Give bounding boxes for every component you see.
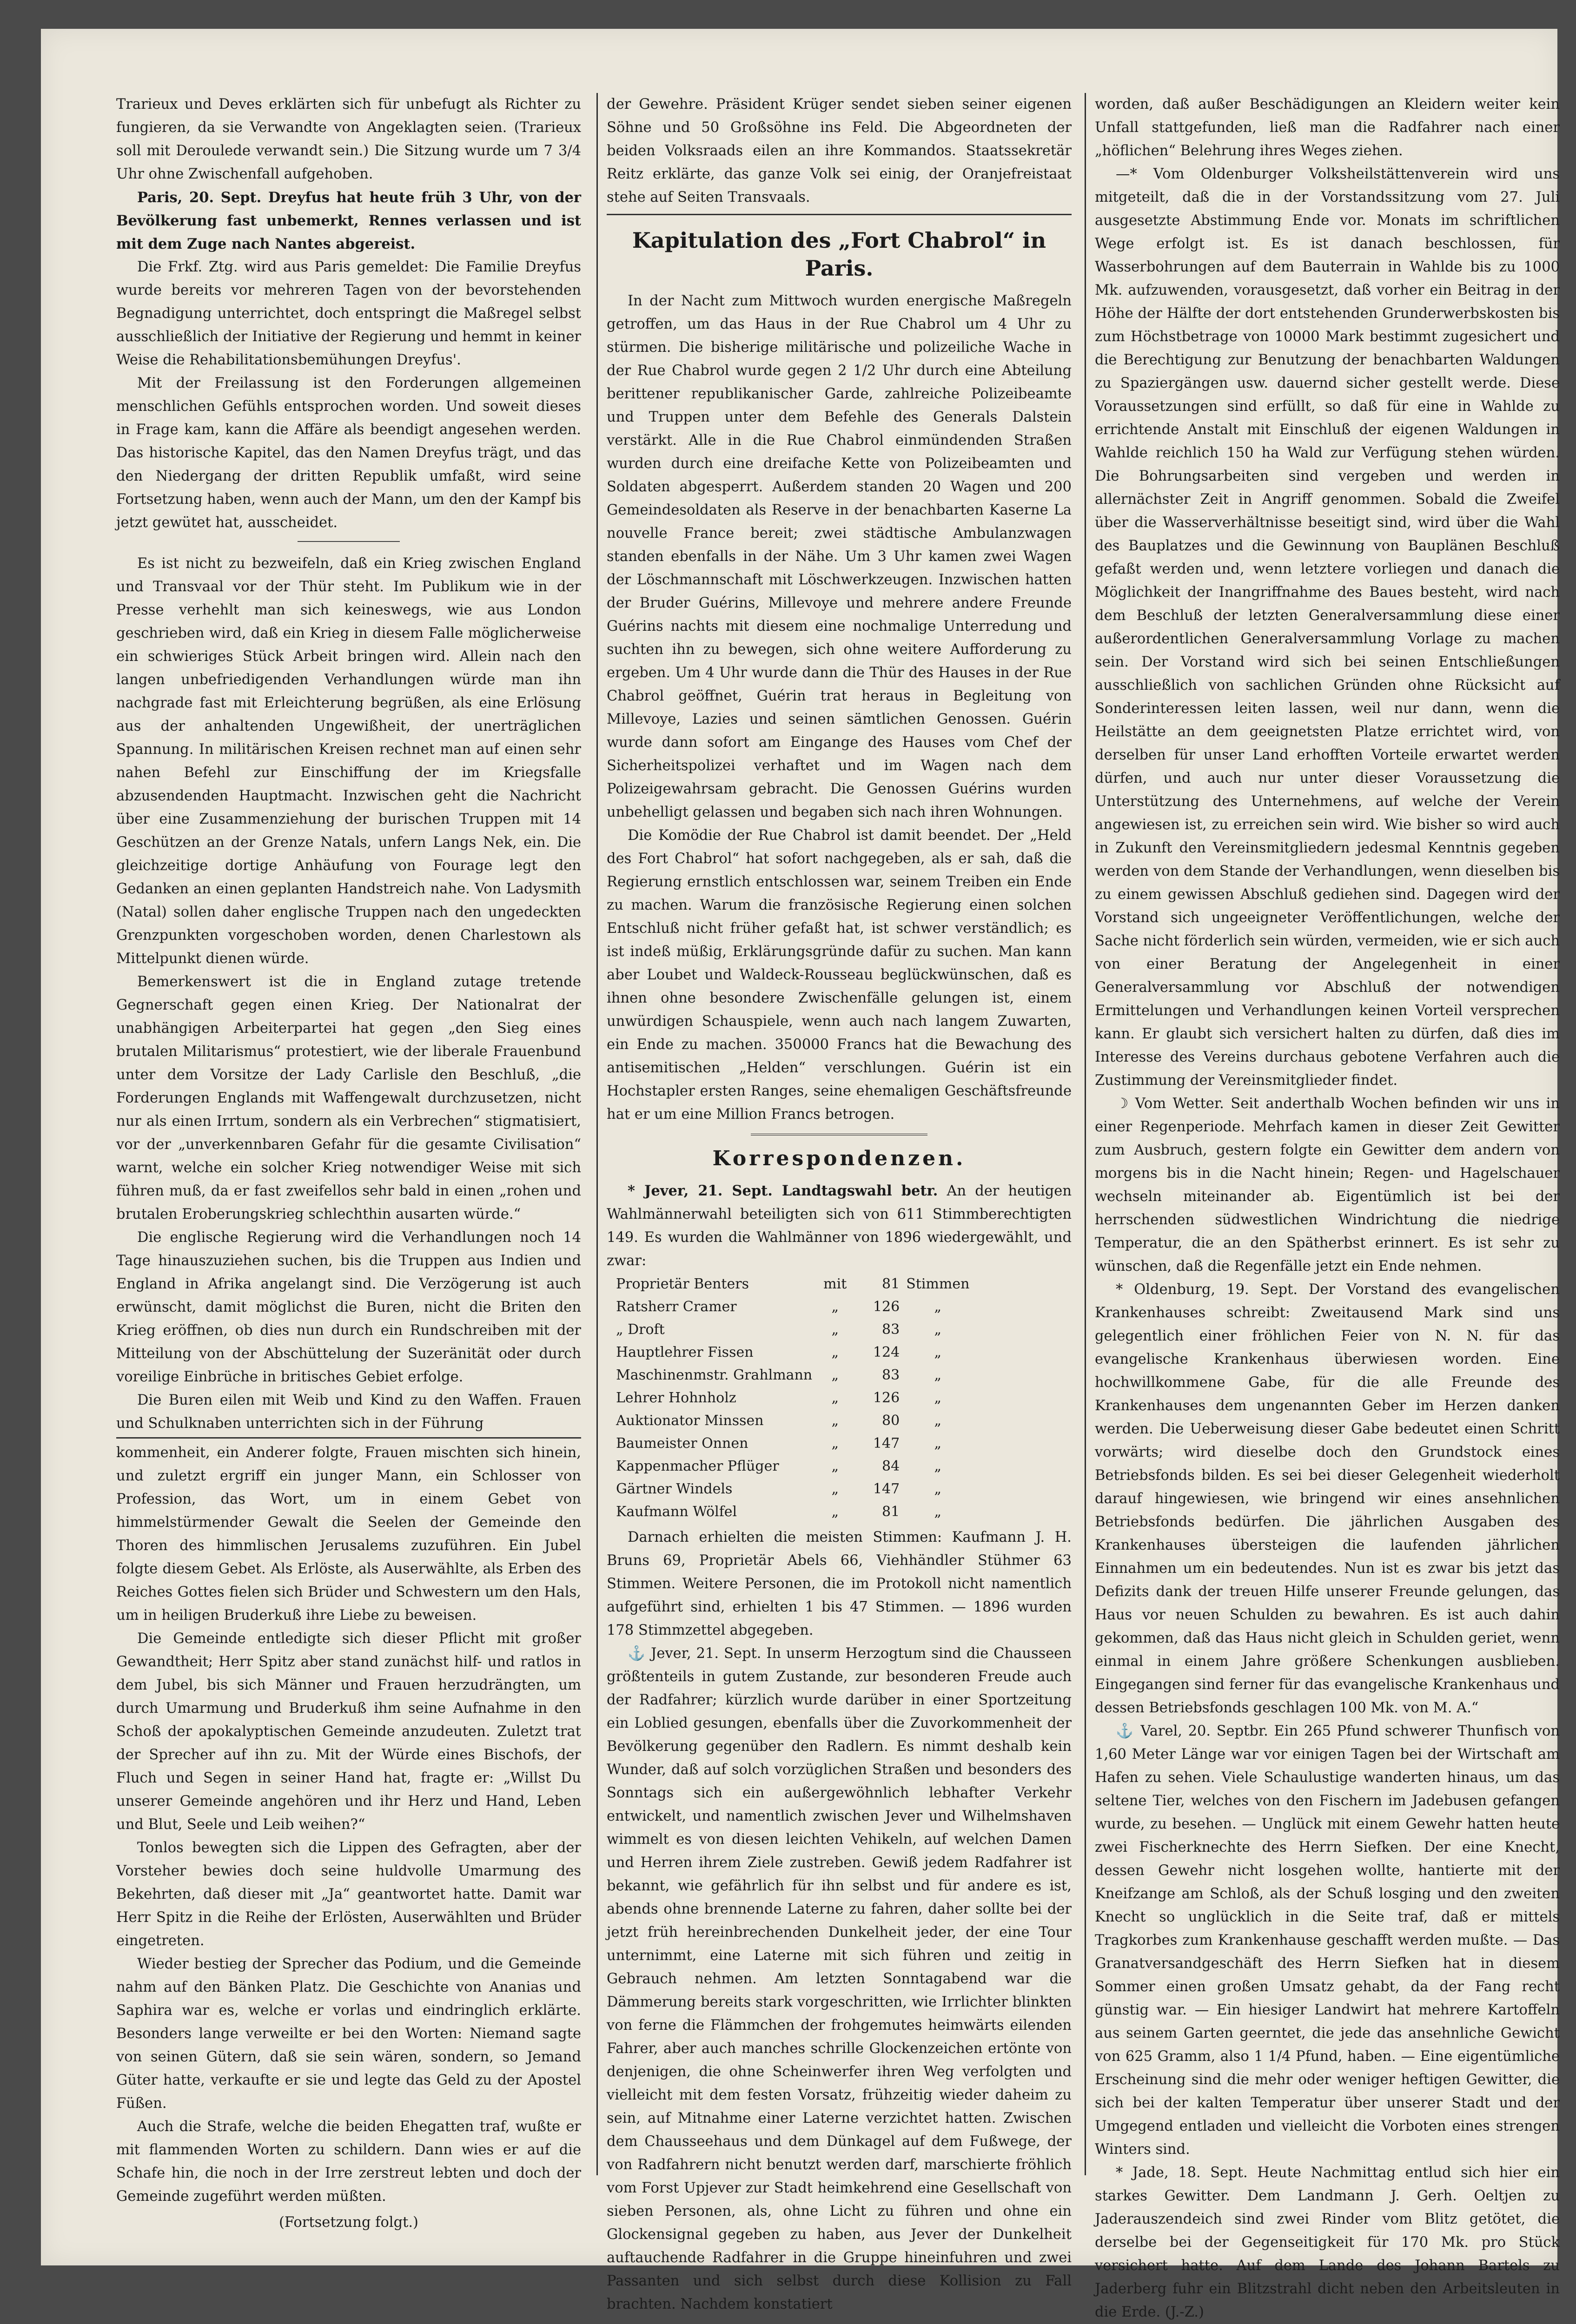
votes-row — [616, 1478, 976, 1500]
vote-name: Maschinenmstr. Grahlmann — [616, 1367, 813, 1383]
vote-prefix: „ — [831, 1299, 839, 1315]
report-dateline: * Jever, 21. Sept. Landtagswahl betr. — [628, 1182, 938, 1199]
votes-row — [616, 1432, 976, 1455]
continuation-note: (Fortsetzung folgt.) — [279, 2214, 418, 2231]
article-paragraph: der Gewehre. Präsident Krüger sendet sieben seiner eigenen Söhne und 50 Großsöhne ins Feld. Die Abgeordneten der beiden Volksraads eilen an ihre Kommandos. Staatssekretär Reitz erklärte, das ganze Volk sei einig, der Oranjefreistaat stehe auf Seiten Transvaals. — [607, 96, 1072, 205]
vote-unit: „ — [934, 1458, 942, 1474]
vote-prefix: „ — [831, 1413, 839, 1429]
vote-unit: Stimmen — [906, 1276, 970, 1292]
vote-prefix: „ — [831, 1367, 839, 1383]
vote-count: 147 — [873, 1435, 900, 1452]
vote-count: 81 — [882, 1276, 900, 1292]
article-paragraph: Die Komödie der Rue Chabrol ist damit beendet. Der „Held des Fort Chabrol“ hat sofort nachgegeben, als er sah, daß die Regierung ernstlich entschlossen war, seinem Treiben ein Ende zu machen. Warum die französische Regierung einen solchen Entschluß nicht früher gefaßt hat, ist schwer verständlich; es ist indeß müßig, Erklärungsgründe dafür zu suchen. Man kann aber Loubet und Waldeck-Rousseau beglückwünschen, daß es ihnen ohne besondere Zwischenfälle gelungen ist, einem unwürdigen Schauspiele, wenn auch nach langem Zuwarten, ein Ende zu machen. 350000 Francs hat die Bewachung des antisemitischen „Helden“ verschlungen. Guérin ist ein Hochstapler ersten Ranges, seine ehemaligen Geschäftsfreunde hat er um eine Million Francs betrogen. — [607, 827, 1072, 1122]
feuilleton-divider — [116, 1437, 581, 1439]
feuilleton-paragraph: Die Gemeinde entledigte sich dieser Pflicht mit großer Gewandtheit; Herr Spitz aber stand zunächst hilf- und ratlos in dem Jubel, bis sich Männer und Frauen herzudrängten, um durch Umarmung und Bruderkuß ihm seine Aufnahme in den Schoß der apokalyptischen Gemeinde anzudeuten. Zuletzt trat der Sprecher auf ihn zu. Mit der Würde eines Bischofs, der Fluch und Segen in seiner Hand hat, fragte er: „Willst Du unserer Gemeinde angehören und ihr Herz und Hand, Leben und Blut, Seele und Leib weihen?“ — [116, 1631, 581, 1833]
report-paragraph: ⚓ Varel, 20. Septbr. Ein 265 Pfund schwerer Thunfisch von 1,60 Meter Länge war vor einigen Tagen bei der Wirtschaft am Hafen zu sehen. Viele Schaulustige wanderten hinaus, um das seltene Tier, welches von den Fischern im Jadebusen gefangen wurde, zu besehen. — Unglück mit einem Gewehr hatten heute zwei Fischerknechte des Herrn Siefken. Der eine Knecht, dessen Gewehr nicht losgehen wollte, hantierte mit der Kneifzange am Schloß, als der Schuß losging und den zweiten Knecht so unglücklich in die Seite traf, daß er mittels Tragkorbes zum Krankenhause geschafft werden mußte. — Das Granatversandgeschäft des Herrn Siefken hat in diesem Sommer einen großen Umsatz gehabt, da der Fang recht günstig war. — Ein hiesiger Landwirt hat mehrere Kartoffeln aus seinem Garten geerntet, die jede das ansehnliche Gewicht von 625 Gramm, also 1 1/4 Pfund, haben. — Eine eigentümliche Erscheinung sind die mehr oder weniger heftigen Gewitter, die sich bei der kalten Temperatur über unserer Stadt und der Umgegend entladen und vielleicht die Vorboten eines strengen Winters sind. — [1095, 1723, 1560, 2158]
vote-prefix: „ — [831, 1390, 839, 1406]
vote-count: 83 — [882, 1367, 900, 1383]
report-paragraph: ⚓ Jever, 21. Sept. In unserm Herzogtum sind die Chausseen größtenteils in gutem Zustande, zur besonderen Freude auch der Radfahrer; kürzlich wurde darüber in einer Sportzeitung ein Loblied gesungen, ebenfalls über die Zuvorkommenheit der Bevölkerung gegenüber den Radlern. Es nimmt deshalb kein Wunder, daß auf solch vorzüglichen Straßen und besonders des Sonntags sich ein außergewöhnlich lebhafter Verkehr entwickelt, und namentlich zwischen Jever und Wilhelmshaven wimmelt es von diesen leichten Vehikeln, auf welchen Damen und Herren ihrem Ziele zustreben. Gewiß jedem Radfahrer ist bekannt, wie gefährlich für ihn selbst und für andere es ist, abends ohne brennende Laterne zu fahren, daher sollte bei der jetzt früh hereinbrechenden Dunkelheit jeder, der eine Tour unternimmt, eine Laterne mit sich führen und zeitig in Gebrauch nehmen. Am letzten Sonntagabend war die Dämmerung bereits stark vorgeschritten, wie Irrlichter blinkten von ferne die Flämmchen der frohgemutes heimwärts eilenden Fahrer, aber auch manches schrille Glockenzeichen ertönte von denjenigen, die ohne Scheinwerfer ihren Weg verfolgten und vielleicht mit dem festen Vorsatz, frühzeitig wieder daheim zu sein, auf Mitnahme einer Laterne verzichtet hatten. Zwischen dem Chausseehaus und dem Dünkagel auf dem Fußwege, der von Radfahrern nicht benutzt werden darf, marschierte fröhlich vom Forst Upjever zur Stadt heimkehrend eine Gesellschaft von sieben Personen, als, ohne Licht zu führen und ohne ein Glockensignal gegeben zu haben, aus Jever der Dunkelheit auftauchende Radfahrer in die Gruppe hineinfuhren und zwei Passanten und sich selbst durch diese Kollision zu Fall brachten. Nachdem konstatiert — [607, 1645, 1072, 2312]
vote-unit: „ — [934, 1367, 942, 1383]
votes-row — [616, 1341, 976, 1364]
column-middle — [607, 93, 1072, 2316]
article-headline: Kapitulation des „Fort Chabrol“ in Paris. — [632, 228, 1046, 281]
vote-unit: „ — [934, 1504, 942, 1520]
feuilleton-paragraph: Wieder bestieg der Sprecher das Podium, und die Gemeinde nahm auf den Bänken Platz. Die Geschichte von Ananias und Saphira war es, welche er vorlas und eindringlich erklärte. Besonders lange verweilte er bei den Worten: Niemand sagte von seinen Gütern, daß sie sein wären, sondern, so Jemand Güter hatte, verkaufte er sie und legte das Geld zu der Apostel Füßen. — [116, 1956, 581, 2112]
vote-name: Proprietär Benters — [616, 1276, 749, 1292]
report-paragraph: * Jade, 18. Sept. Heute Nachmittag entlud sich hier ein starkes Gewitter. Dem Landmann J. Gerh. Oeltjen zu Jaderauszendeich sind zwei Rinder vom Blitz getötet, die derselbe bei der Gegenseitigkeit für 170 Mk. pro Stück versichert hatte. Auf dem Lande des Johann Bartels zu Jaderberg fuhr ein Blitzstrahl dicht neben den Arbeitsleuten in die Erde. (J.-Z.) — [1095, 2165, 1560, 2320]
report-paragraph: —* Vom Oldenburger Volksheilstättenverein wird uns mitgeteilt, daß die in der Vorstandssitzung vom 27. Juli ausgesetzte Abstimmung Ende vor. Monats im schriftlichen Wege erfolgt ist. Es ist danach beschlossen, für Wasserbohrungen auf dem Bauterrain in Wahlde bis zu 1000 Mk. aufzuwenden, vorausgesetzt, daß vorher ein Beitrag in der Höhe der Hälfte der dort entstehenden Grunderwerbskosten bis zum Höchstbetrage von 10000 Mark bestimmt zugesichert und die Berechtigung zur Benutzung der benachbarten Waldungen zu Spaziergängen usw. dauernd sicher gestellt werde. Diese Voraussetzungen sind erfüllt, so daß für eine in Wahlde zu errichtende Anstalt mit Einschluß der eigenen Waldungen in Wahlde reichlich 150 ha Wald zur Verfügung stehen würden. Die Bohrungsarbeiten sind vergeben und werden in allernächster Zeit in Angriff genommen. Sobald die Zweifel über die Wasserverhältnisse beseitigt sind, wird über die Wahl des Bauplatzes und die Gewinnung von Bauplänen Beschluß gefaßt werden und, wenn letztere vorliegen und danach die Möglichkeit der Inangriffnahme des Baues besteht, wird nach dem Beschluß der letzten Generalversammlung diese einer außerordentlichen Generalversammlung Vorlage zu machen sein. Der Vorstand wird sich bei seinen Entschließungen ausschließlich von sachlichen Gründen ohne Rücksicht auf Sonderinteressen leiten lassen, weil nur dann, wenn die Heilstätte an dem geeignetsten Platze errichtet wird, von derselben für unser Land erhofften Vorteile erwartet werden dürfen, und auch nur unter dieser Voraussetzung die Unterstützung des Unternehmens, auf welche der Verein angewiesen ist, zu erreichen sein wird. Wie bisher so wird auch in Zukunft den Vereinsmitgliedern jedesmal Kenntnis gegeben werden von dem Stande der Verhandlungen, wenn dieselben bis zu einem gewissen Abschluß gediehen sind. Dagegen wird der Vorstand sich ungeeigneter Veröffentlichungen, welche der Sache nicht förderlich sein würden, vermeiden, wie er sich auch von einer Beratung der Angelegenheit in einer Generalversammlung vor Abschluß der notwendigen Ermittelungen und Verhandlungen keinen Vorteil versprechen kann. Er glaubt sich versichert halten zu dürfen, daß dies im Interesse des Vereins durchaus gebotene Verfahren auch die Zustimmung der Vereinsmitglieder findet. — [1095, 166, 1560, 1089]
article-paragraph: Die Frkf. Ztg. wird aus Paris gemeldet: Die Familie Dreyfus wurde bereits vor mehreren Tagen von der bevorstehenden Begnadigung unterrichtet, doch entspringt die Maßregel selbst ausschließlich der Initiative der Regierung und hemmt in keiner Weise die Rehabilitationsbemühungen Dreyfus'. — [116, 259, 581, 368]
separator-line — [298, 541, 400, 542]
votes-row — [616, 1386, 976, 1409]
report-text: An der heutigen Wahlmännerwahl beteiligten sich von 611 Stimmberechtigten 149. Es wurden die Wahlmänner von 1896 wiedergewählt, und zwar: — [607, 1183, 1072, 1269]
article-paragraph: Bemerkenswert ist die in England zutage tretende Gegnerschaft gegen einen Krieg. Der Nationalrat der unabhängigen Arbeiterpartei hat gegen „den Sieg eines brutalen Militarismus“ protestiert, wie der liberale Frauenbund unter dem Vorsitze der Lady Carlisle den Beschluß, „die Forderungen Englands mit Waffengewalt durchzusetzen, nicht nur als einen Irrtum, sondern als ein Verbrechen“ stigmatisiert, vor der „unverkennbaren Gefahr für die gesamte Civilisation“ warnt, welche ein solcher Krieg notwendiger Weise mit sich führen muß, da er fast zweifellos sehr bald in einen „rohen und brutalen Eroberungskrieg schlechthin ausarten würde.“ — [116, 974, 581, 1222]
vote-count: 84 — [882, 1458, 900, 1474]
report-paragraph — [607, 1179, 1072, 1273]
vote-count: 81 — [882, 1504, 900, 1520]
column-divider — [1085, 93, 1086, 2175]
article-paragraph: Die englische Regierung wird die Verhandlungen noch 14 Tage hinauszuziehen suchen, bis die Truppen aus Indien und England in Afrika angelangt sind. Die Verzögerung ist auch erwünscht, damit möglichst die Buren, nicht die Briten den Krieg eröffnen, ob dies nun durch ein Rundschreiben mit der Mitteilung von der Abschüttelung der Suzeränität oder durch voreilige Einbrüche in britisches Gebiet erfolge. — [116, 1229, 581, 1385]
vote-count: 80 — [882, 1413, 900, 1429]
vote-name: Gärtner Windels — [616, 1481, 733, 1497]
vote-prefix: „ — [831, 1344, 839, 1360]
vote-name: Hauptlehrer Fissen — [616, 1344, 754, 1360]
votes-row — [616, 1364, 976, 1386]
report-paragraph: ☽ Vom Wetter. Seit anderthalb Wochen befinden wir uns in einer Regenperiode. Mehrfach kamen in dieser Zeit Gewitter zum Ausbruch, gestern folgte ein Gewitter dem andern von morgens bis in die Nacht hinein; Regen- und Hagelschauer wechseln miteinander ab. Eigentümlich ist bei der herrschenden südwestlichen Windrichtung die niedrige Temperatur, die an den Spätherbst erinnert. Es ist sehr zu wünschen, daß die Regenfälle jetzt ein Ende nehmen. — [1095, 1096, 1560, 1274]
votes-table — [616, 1273, 976, 1523]
feuilleton-paragraph: Auch die Strafe, welche die beiden Ehegatten traf, wußte er mit flammenden Worten zu schildern. Dann wies er auf die Schafe hin, die noch in der Irre zerstreut lebten und doch der Gemeinde zugeführt werden müßten. — [116, 2119, 581, 2205]
vote-unit: „ — [934, 1390, 942, 1406]
vote-count: 83 — [882, 1321, 900, 1338]
report-paragraph: Darnach erhielten die meisten Stimmen: Kaufmann J. H. Bruns 69, Proprietär Abels 66, Viehhändler Stühmer 63 Stimmen. Weitere Personen, die im Protokoll nicht namentlich aufgeführt sind, erhielten 1 bis 47 Stimmen. — 1896 wurden 178 Stimmzettel abgegeben. — [607, 1529, 1072, 1638]
article-paragraph: In der Nacht zum Mittwoch wurden energische Maßregeln getroffen, um das Haus in der Rue Chabrol um 4 Uhr zu stürmen. Die bisherige militärische und polizeiliche Wache in der Rue Chabrol wurde gegen 2 1/2 Uhr durch eine Abteilung berittener republikanischer Garde, zahlreiche Polizeibeamte und Truppen unter dem Befehle des Generals Dalstein verstärkt. Alle in die Rue Chabrol einmündenden Straßen wurden durch eine dreifache Kette von Polizeibeamten und Soldaten abgesperrt. Außerdem standen 20 Wagen und 200 Gemeindesoldaten als Reserve in der benachbarten Kaserne La nouvelle France bereit; zwei städtische Ambulanzwagen standen ebenfalls in der Nähe. Um 3 Uhr kamen zwei Wagen der Löschmannschaft mit Löschwerkzeugen. Inzwischen hatten der Bruder Guérins, Millevoye und mehrere andere Freunde Guérins nachts mit diesem eine nochmalige Unterredung und suchten ihn zu bewegen, sich ohne weitere Aufforderung zu ergeben. Um 4 Uhr wurde dann die Thür des Hauses in der Rue Chabrol geöffnet, Guérin trat heraus in Begleitung von Millevoye, Lazies und seinen sämtlichen Genossen. Guérin wurde dann sofort am Eingange des Hauses vom Chef der Sicherheitspolizei verhaftet und im Wagen nach dem Polizeigewahrsam gebracht. Die Genossen Guérins wurden unbehelligt gelassen und begaben sich nach ihren Wohnungen. — [607, 293, 1072, 820]
vote-name: Ratsherr Cramer — [616, 1299, 737, 1315]
headline-rule — [607, 214, 1072, 215]
column-divider — [596, 93, 598, 2175]
vote-prefix: „ — [831, 1458, 839, 1474]
vote-prefix: „ — [831, 1435, 839, 1452]
votes-row — [616, 1409, 976, 1432]
vote-unit: „ — [934, 1481, 942, 1497]
vote-count: 126 — [873, 1299, 900, 1315]
vote-prefix: mit — [823, 1276, 847, 1292]
section-title: Korrespondenzen. — [712, 1147, 966, 1170]
article-paragraph: Mit der Freilassung ist den Forderungen allgemeinen menschlichen Gefühls entsprochen worden. Und soweit dieses in Frage kam, kann die Affäre als beendigt angesehen werden. Das historische Kapitel, das den Namen Dreyfus trägt, und das den Niedergang der dritten Republik umfaßt, wird seine Fortsetzung haben, wenn auch der Mann, um den der Kampf bis jetzt gewütet hat, ausscheidet. — [116, 375, 581, 531]
vote-name: Baumeister Onnen — [616, 1435, 748, 1452]
article-paragraph: Trarieux und Deves erklärten sich für unbefugt als Richter zu fungieren, da sie Verwandte von Angeklagten seien. (Trarieux soll mit Deroulede verwandt sein.) Die Sitzung wurde um 7 3/4 Uhr ohne Zwischenfall aufgehoben. — [116, 96, 581, 182]
votes-row — [616, 1455, 976, 1478]
vote-unit: „ — [934, 1435, 942, 1452]
vote-count: 126 — [873, 1390, 900, 1406]
separator-line — [751, 1134, 927, 1136]
article-paragraph: Es ist nicht zu bezweifeln, daß ein Krieg zwischen England und Transvaal vor der Thür steht. Im Publikum wie in der Presse verhehlt man sich keineswegs, wie aus London geschrieben wird, daß ein Krieg in diesem Falle möglicherweise ein schwieriges Stück Arbeit bringen wird. Allein nach den langen unbefriedigenden Verhandlungen würde man ihn nachgrade fast mit Erleichterung begrüßen, als eine Erlösung aus der anhaltenden Ungewißheit, der unerträglichen Spannung. In militärischen Kreisen rechnet man auf einen sehr nahen Befehl zur Einschiffung der im Kriegsfalle abzusendenden Hauptmacht. Inzwischen geht die Nachricht über eine Zusammenziehung der burischen Truppen mit 14 Geschützen an der Grenze Natals, unfern Langs Nek, ein. Die gleichzeitige dortige Anhäufung von Fourage legt den Gedanken an einen geplanten Handstreich nahe. Von Ladysmith (Natal) sollen daher englische Truppen nach den ungedeckten Grenzpunkten vorgeschoben worden, denen Charlestown als Mittelpunkt dienen würde. — [116, 555, 581, 967]
vote-prefix: „ — [831, 1504, 839, 1520]
vote-count: 124 — [873, 1344, 900, 1360]
feuilleton-paragraph: Tonlos bewegten sich die Lippen des Gefragten, aber der Vorsteher bewies doch seine huldvolle Umarmung des Bekehrten, daß dieser mit „Ja“ geantwortet hatte. Damit war Herr Spitz in die Reihe der Erlösten, Auserwählten und Brüder eingetreten. — [116, 1840, 581, 1949]
vote-name: „ Droft — [616, 1321, 665, 1338]
votes-row — [616, 1273, 976, 1295]
report-paragraph: * Oldenburg, 19. Sept. Der Vorstand des evangelischen Krankenhauses schreibt: Zweitausend Mark sind uns gelegentlich einer fröhlichen Feier von N. N. für das evangelische Krankenhaus überwiesen worden. Eine hochwillkommene Gabe, für die alle Freunde des Krankenhauses dem ungenannten Geber im Herzen danken werden. Die Ueberweisung dieser Gabe bedeutet einen Schritt vorwärts; wird dieselbe doch den Grundstock eines Betriebsfonds bilden. Es sei bei dieser Gelegenheit wiederholt darauf hingewiesen, wie bringend wir eines ansehnlichen Betriebsfonds bedürfen. Die jährlichen Ausgaben des Krankenhauses übersteigen die laufenden jährlichen Einnahmen um ein bedeutendes. Nun ist es zwar bis jetzt das Defizits dank der treuen Hilfe unserer Freunde gelungen, das Haus vor neuen Schulden zu bewahren. Es ist auch dahin gekommen, daß das Haus nicht gleich in Schulden geriet, wenn einmal in einem Jahre größere Schenkungen ausblieben. Eingegangen sind ferner für das evangelische Krankenhaus und dessen Betriebsfonds geschlagen 100 Mk. von M. A.“ — [1095, 1281, 1560, 1716]
column-left — [116, 93, 581, 2234]
votes-row — [616, 1500, 976, 1523]
vote-name: Kappenmacher Pflüger — [616, 1458, 779, 1474]
vote-unit: „ — [934, 1299, 942, 1315]
vote-name: Kaufmann Wölfel — [616, 1504, 737, 1520]
article-paragraph: worden, daß außer Beschädigungen an Kleidern weiter kein Unfall stattgefunden, ließ man die Radfahrer nach einer „höflichen“ Belehrung ihres Weges ziehen. — [1095, 96, 1560, 159]
vote-unit: „ — [934, 1413, 942, 1429]
news-headline-paragraph: Paris, 20. Sept. Dreyfus hat heute früh 3 Uhr, von der Bevölkerung fast unbemerkt, Rennes verlassen und ist mit dem Zuge nach Nantes abgereist. — [116, 189, 581, 252]
vote-prefix: „ — [831, 1481, 839, 1497]
vote-unit: „ — [934, 1344, 942, 1360]
votes-row — [616, 1318, 976, 1341]
article-paragraph: Die Buren eilen mit Weib und Kind zu den Waffen. Frauen und Schulknaben unterrichten sich in der Führung — [116, 1392, 581, 1432]
vote-prefix: „ — [831, 1321, 839, 1338]
vote-name: Lehrer Hohnholz — [616, 1390, 736, 1406]
feuilleton-paragraph: kommenheit, ein Anderer folgte, Frauen mischten sich hinein, und zuletzt ergriff ein junger Mann, ein Schlosser von Profession, das Wort, um in einem Gebet von himmelstürmender Gewalt die Seelen der Gemeinde den Thoren des himmlischen Jerusalems zuzuführen. Ein Jubel folgte diesem Gebet. Als Erlöste, als Auserwählte, als Erben des Reiches Gottes fielen sich Brüder und Schwestern um den Hals, um in heiligen Bruderkuß ihre Liebe zu beweisen. — [116, 1445, 581, 1624]
votes-row — [616, 1295, 976, 1318]
vote-name: Auktionator Minssen — [616, 1413, 764, 1429]
vote-unit: „ — [934, 1321, 942, 1338]
column-right — [1095, 93, 1560, 2324]
vote-count: 147 — [873, 1481, 900, 1497]
